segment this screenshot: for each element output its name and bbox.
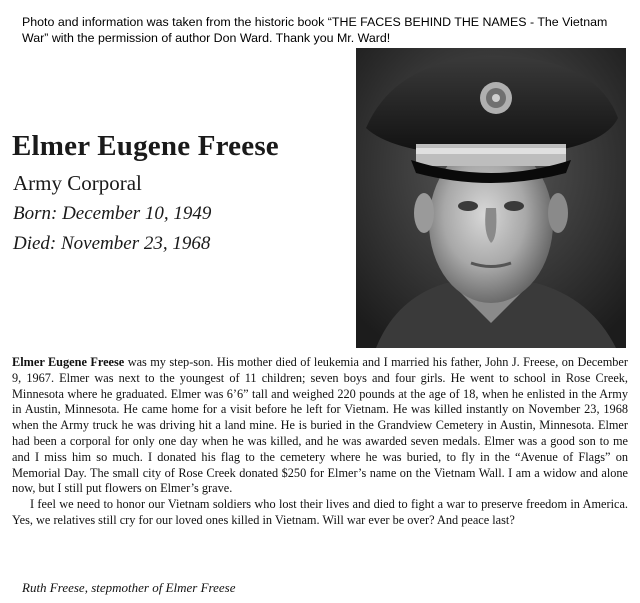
soldier-portrait-photo [356,48,626,348]
credit-line: Photo and information was taken from the historic book “THE FACES BEHIND THE NAMES - The Vietnam War” with the permission of author Don Ward. Thank you Mr. Ward! [22,15,608,45]
biography-text [12,355,628,529]
biography-paragraph-1-text: was my step-son. His mother died of leukemia and I married his father, John J. Freese, on December 9, 1967. Elmer was next to the youngest of 11 children; seven boys and four girls. He went to school in Rose Creek, Minnesota where he graduated. Elmer was 6’6” tall and weighed 220 pounds at the age of 18, when he enlisted in the Army in Austin, Minnesota. He came home for a visit before he left for Vietnam. He was killed instantly on November 23, 1968 when the Army truck he was driving hit a land mine. He is buried in the Grandview Cemetery in Austin, Minnesota. Elmer had been a corporal for only one day when he was killed, and he was awarded seven medals. Elmer was a good son to me and I miss him so much. I donated his flag to the cemetery where he was buried, to fly in the “Avenue of Flags” on Memorial Day. The small city of Rose Creek donated $250 for Elmer’s name on the Vietnam Wall. I am a widow and alone now, but I still put flowers on Elmer’s grave. [12,355,628,496]
death-date: Died: November 23, 1968 [13,233,211,254]
soldier-rank: Army Corporal [13,171,142,195]
biography-lead-name: Elmer Eugene Freese [12,355,125,369]
biography-paragraph-2: I feel we need to honor our Vietnam soldiers who lost their lives and died to fight a war to preserve freedom in America. Yes, we relatives still cry for our loved ones killed in Vietnam. Will war ever be over? And peace last? [12,497,628,527]
author-signature: Ruth Freese, stepmother of Elmer Freese [22,580,236,595]
biography-paragraph-1 [12,355,628,497]
soldier-name: Elmer Eugene Freese [12,130,279,162]
birth-date: Born: December 10, 1949 [13,203,212,224]
portrait-photo-image [356,48,626,348]
